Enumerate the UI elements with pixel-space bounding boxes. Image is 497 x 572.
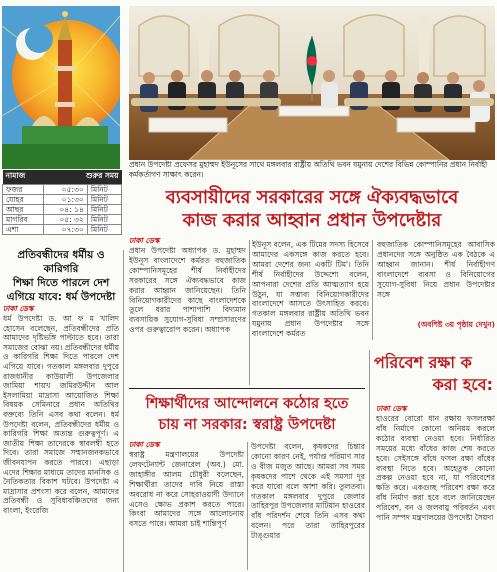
article-body: হাওরের বোরো ধান রক্ষায় ফসলরক্ষা বাঁধ নির্মাণে কোনো অনিয়ম করলে কঠোর ব্যবস্থা নেওয়া হবে। নির্ধারিত সময়ের মধ্যে বাঁধের কাজ শেষ করতে হবে। সেইসঙ্গে বাঁধে ফসল রক্ষা বাঁধের ব্যবস্থা নিতে হবে। অহেতুক কোনো প্রকল্প নেওয়া হবে না, যা পরিবেশের ক্ষতি করে। একগুচ্ছ পরিবেশ রক্ষা করে বাঁধ নির্মাণ করা হবে বলে জানিয়েছেন পরিবেশ, বন ও জলবায়ু পরিবর্তন এবং পানি সম্পদ মন্ত্রণালয়ের উপদেষ্টা সৈয়দা — [376, 414, 495, 523]
article-body: উপদেষ্টা বলেন, কৃষকদের চিন্তার কোনো কারণ নেই, পর্যাপ্ত পরিমাণ সার ও বীজ মজুত আছে। আমরা সব সময় কৃষকদের পাশে থেকে এই সমস্যা দূর করে যাবো বলে আশা করি। তুলতবা। গতকাল মঙ্গলবার দুপুরে জেলার তাহিরপুর উপজেলার মাটিয়ান হাওরের বাঁধ পরিদর্শন শেষে তিনি এসব কথা বলেন। পরে তারা তাহিরপুরের টাঙ্গুয়ার — [251, 442, 365, 541]
headline-line: এগিয়ে যাবে: ধর্ম উপদেষ্টা — [6, 291, 116, 303]
prayer-time: ০১:৩০ — [43, 195, 87, 205]
article-body: ধর্ম উপদেষ্টা ড. আ ফ ম খালিদ হোসেন বলেছেন, প্রতিবন্ধীদের প্রতি আমাদের দৃষ্টিভঙ্গি পাল্টাতে হবে। তারা সমাজের বোঝা নয়। প্রতিবন্ধীদের ধর্মীয় ও কারিগরি শিক্ষা দিতে পারলে দেশ এগিয়ে যাবে। গতকাল মঙ্গলবার দুপুরে রাজধানীর কাউয়ালী উপজেলার জামিয়া শায়খ জমিরউদ্দীন আল ইসলামিয়া মাদ্রাসা আয়োজিত শিক্ষা বিষয়ক সেমিনারে প্রধান অতিথির বক্তব্যে তিনি এসব কথা বলেন। ধর্ম উপদেষ্টা বলেন, প্রতিবন্ধীদের ধর্মীয় ও কারিগরি শিক্ষা অত্যন্ত গুরুত্বপূর্ণ। এ জাতীয় শিক্ষা তাদেরকে স্বাবলম্বী হতে দিবে। তারা সমাজে সম্মানজনকভাবে জীবনযাপন করতে পারবে। এছাড়া এদের শিক্ষার মাধ্যমে তাদের মানসিক ও নৈতিকতার বিকাশ ঘটবে। উপদেষ্টা এ মাদ্রাসার প্রশংসা করে বলেন, আমাদের প্রতিবন্ধী ও সুবিধাবঞ্চিতদের জন্য বাংলা, ইংরেজি — [3, 314, 119, 515]
prayer-unit: মিনিট — [87, 225, 121, 235]
meeting-photo[interactable] — [129, 6, 495, 160]
prayer-row — [3, 225, 122, 235]
left-story[interactable] — [3, 248, 119, 572]
prayer-time: ০৫: ৩২ — [43, 215, 87, 225]
prayer-col-header: নামাজ — [3, 170, 44, 185]
headline-line: চায় না সরকার: স্বরাষ্ট্র উপদেষ্টা — [158, 417, 336, 433]
prayer-unit: মিনিট — [87, 195, 121, 205]
prayer-name: যোহর — [3, 195, 44, 205]
prayer-name: এশা — [3, 225, 44, 235]
sub-story-headline[interactable] — [129, 394, 365, 436]
prayer-row — [3, 215, 122, 225]
article-body: স্বরাষ্ট্র মন্ত্রণালয়ের উপদেষ্টা লেফটেন্যান্ট জেনারেল (অব.) মো. জাহাঙ্গীর আলম চৌধুরী বলেছেন, শিক্ষার্থীরা তাদের দাবি নিয়ে রাস্তা অবরোধ না করে সোহরাওয়ার্দী উদ্যানে এসেও ক্ষোভ প্রকাশ করতে পারে। কিংবা আমাদের সঙ্গে আলোচনায় বসতে পারে। আমরা চাই শান্তিপূর্ণ — [129, 450, 244, 529]
column-divider — [123, 250, 124, 572]
main-article-col-2 — [252, 240, 369, 385]
headline-line: করা হবে: — [432, 375, 493, 394]
column-divider — [247, 442, 248, 570]
main-headline[interactable] — [129, 186, 495, 232]
prayer-name: ফজর — [3, 185, 44, 195]
headline-line: শিক্ষা দিতে পারলে দেশ — [12, 277, 110, 289]
story-separator — [129, 388, 365, 389]
dateline: ঢাকা ডেস্ক — [129, 440, 160, 449]
dateline: ঢাকা ডেস্ক — [129, 236, 160, 245]
continued-link[interactable]: (অবশিষ্ট ৩য় পৃষ্ঠায় দেখুন) — [417, 320, 495, 329]
prayer-unit: মিনিট — [87, 215, 121, 225]
env-story-body — [376, 404, 495, 572]
left-story-headline[interactable] — [3, 248, 119, 304]
prayer-name: আছর — [3, 205, 44, 215]
column-divider — [369, 350, 370, 572]
main-article-col-1 — [129, 236, 246, 394]
article-body: ইউনূস বলেন, এক টিমের সদস্য হিসেবে আমাদের একসঙ্গে কাজ করতে হবে। আমরা দেশের জন্য একটি টিম'। তিনি শীর্ষ নির্বাহীদের উদ্দেশ্যে বলেন, আপনারা দেশের প্রতি আত্মত্যাগ হয়ে উঠুন, যা সম্ভাব্য বিনিয়োগকারীদের বাংলাদেশে আসতে উৎসাহিত করবে। গতকাল মঙ্গলবার রাষ্ট্রীয় অতিথি ভবন যমুনায় প্রধান উপদেষ্টার সঙ্গে বাংলাদেশে কর্মরত — [252, 240, 369, 339]
dateline: ঢাকা ডেস্ক — [3, 304, 34, 313]
mosque-logo — [2, 6, 120, 169]
headline-line: পরিবেশ রক্ষা ক — [374, 353, 472, 372]
headline-line: ব্যবসায়ীদের সরকারের সঙ্গে ঐক্যবদ্ধভাবে — [165, 187, 459, 208]
column-divider — [372, 240, 373, 340]
column-divider — [249, 240, 250, 385]
headline-line: শিক্ষার্থীদের আন্দোলনে কঠোর হতে — [145, 396, 349, 412]
prayer-unit: মিনিট — [87, 185, 121, 195]
headline-line: কাজ করার আহ্বান প্রধান উপদেষ্টার — [182, 210, 442, 231]
sub-story-col-1 — [129, 440, 244, 570]
prayer-row — [3, 195, 122, 205]
prayer-name: মাগরিব — [3, 215, 44, 225]
prayer-row — [3, 205, 122, 215]
prayer-time: ০৭:৩০ — [43, 225, 87, 235]
prayer-unit: মিনিট — [87, 205, 121, 215]
prayer-row — [3, 185, 122, 195]
article-body: বহুজাতিক কোম্পানিসমূহের আবাসিক প্রধানদের সঙ্গে অনুষ্ঠিত এক বৈঠকে এ আহ্বান জানান। শীর্ষ নির্বাহীগণ বাংলাদেশে ব্যবসা ও বিনিয়োগের সুযোগ-সুবিধা নিয়ে প্রধান উপদেষ্টার সঙ্গে — [377, 240, 495, 299]
time-col-header: শুরুর সময় — [43, 170, 121, 185]
prayer-time: ০৪: ১৪ — [43, 205, 87, 215]
photo-caption: প্রধান উপদেষ্টা প্রফেসর মুহাম্মদ ইউনূসের সাথে মঙ্গলবার রাষ্ট্রীয় অতিথি ভবন যমুনায় দেশের বিভিন্ন কোম্পানির প্রধান নির্বাহী কর্মকর্তাগণ সাক্ষাৎ করেন। — [129, 160, 488, 179]
sub-story-col-2 — [251, 442, 365, 570]
prayer-times-table — [2, 170, 122, 235]
prayer-time: ০৫:৩০ — [43, 185, 87, 195]
headline-line: প্রতিবন্ধীদের ধর্মীয় ও কারিগরি — [17, 249, 105, 275]
env-story-headline[interactable] — [374, 352, 497, 396]
main-article-col-3 — [377, 240, 495, 332]
dateline: ঢাকা ডেস্ক — [376, 404, 407, 413]
article-body: প্রধান উপদেষ্টা অধ্যাপক ড. মুহাম্মদ ইউনূস বাংলাদেশে কর্মরত বহুজাতিক কোম্পানিসমূহের শীর্ষ নির্বাহীদের সরকারের সঙ্গে ঐক্যবদ্ধভাবে কাজ করার আহ্বান জানিয়েছেন। তিনি বিনিয়োগকারীদের কাছে বাংলাদেশকে তুলে ধরার পাশাপাশি বিদ্যমান ব্যবসায়িক সুযোগ-সুবিধা সম্প্রসারণের ওপর গুরুত্বারোপ করেন। অধ্যাপক — [129, 246, 246, 335]
